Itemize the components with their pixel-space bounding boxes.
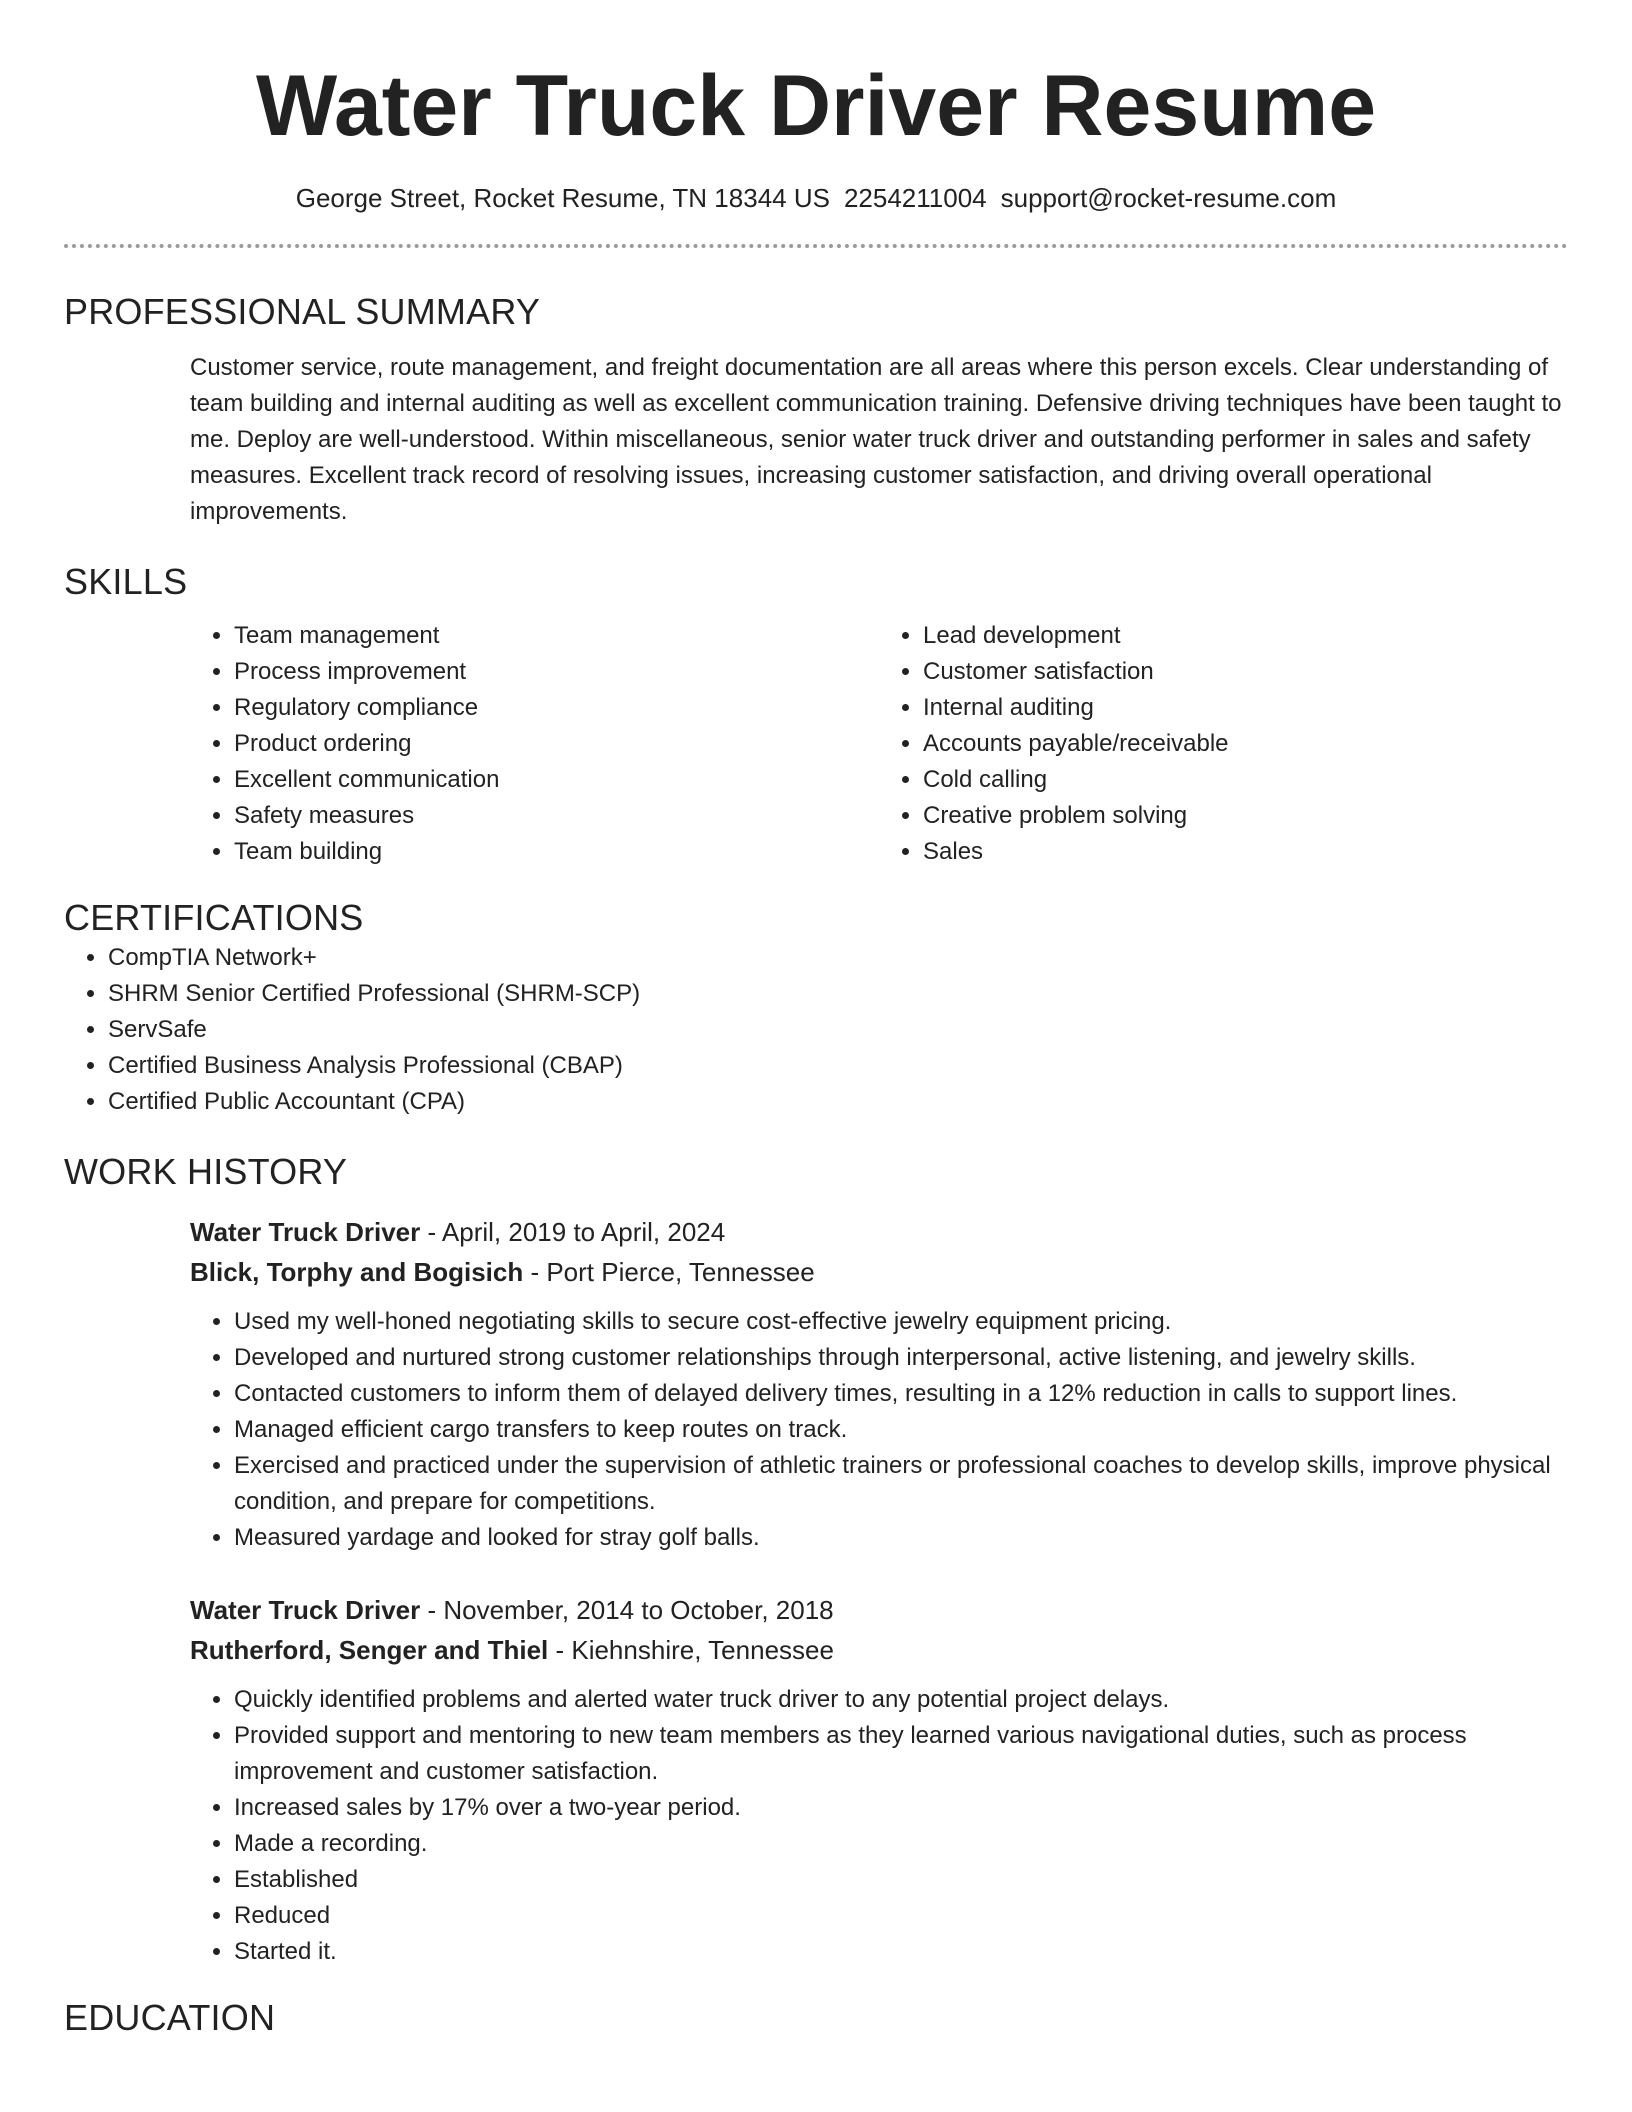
header-divider: [64, 244, 1568, 248]
summary-text: Customer service, route management, and freight documentation are all areas where this person excels. Clear understanding of team building and internal auditing as well as excellent communication training. Defensive driving techniques have been taught to me. Deploy are well-understood. Within miscellaneous, senior water truck driver and outstanding performer in sales and safety measures. Excellent track record of resolving issues, increasing customer satisfaction, and driving overall operational improvements.: [190, 354, 1562, 525]
education-heading: EDUCATION: [64, 1997, 276, 2038]
job-bullet: • Started it.: [234, 1934, 1568, 1970]
job-bullet: • Reduced: [234, 1898, 1568, 1934]
skill-item: • Sales: [923, 834, 1568, 870]
job-title-line: [190, 1590, 1568, 1630]
contact-email: support@rocket-resume.com: [1000, 183, 1337, 213]
job-bullets: [190, 1682, 1568, 1970]
job-title-line: [190, 1212, 1568, 1252]
job-bullet: • Established: [234, 1862, 1568, 1898]
skills-list-right: [879, 618, 1568, 870]
skill-item: • Internal auditing: [923, 690, 1568, 726]
skill-item: • Safety measures: [234, 798, 879, 834]
skill-item: • Team management: [234, 618, 879, 654]
job-bullets: [190, 1304, 1568, 1556]
job-bullet: • Used my well-honed negotiating skills to secure cost-effective jewelry equipment pricing.: [234, 1304, 1568, 1340]
job-bullet: • Increased sales by 17% over a two-year period.: [234, 1790, 1568, 1826]
contact-address: George Street, Rocket Resume, TN 18344 US: [295, 183, 830, 213]
resume-page: [64, 0, 1568, 2112]
job-entry: [190, 1212, 1568, 1556]
job-company: Blick, Torphy and Bogisich: [190, 1257, 524, 1287]
job-location: - Kiehnshire, Tennessee: [548, 1635, 834, 1665]
job-dates: - April, 2019 to April, 2024: [420, 1217, 726, 1247]
skill-item: • Accounts payable/receivable: [923, 726, 1568, 762]
skill-item: • Product ordering: [234, 726, 879, 762]
job-company-line: [190, 1252, 1568, 1292]
certifications-list: [64, 940, 1568, 1120]
job-bullet: • Managed efficient cargo transfers to keep routes on track.: [234, 1412, 1568, 1448]
certification-item: • Certified Business Analysis Professional (CBAP): [108, 1048, 1568, 1084]
skills-heading: SKILLS: [64, 561, 188, 602]
contact-phone: 2254211004: [843, 183, 987, 213]
job-bullet: • Measured yardage and looked for stray golf balls.: [234, 1520, 1568, 1556]
job-company: Rutherford, Senger and Thiel: [190, 1635, 549, 1665]
certifications-heading: CERTIFICATIONS: [64, 897, 364, 938]
skill-item: • Process improvement: [234, 654, 879, 690]
job-entry: [190, 1590, 1568, 1970]
resume-title: Water Truck Driver Resume: [255, 58, 1377, 154]
job-title: Water Truck Driver: [190, 1595, 421, 1625]
job-company-line: [190, 1630, 1568, 1670]
job-dates: - November, 2014 to October, 2018: [420, 1595, 834, 1625]
skill-item: • Regulatory compliance: [234, 690, 879, 726]
job-bullet: • Provided support and mentoring to new team members as they learned various navigational duties, such as process improvement and customer satisfaction.: [234, 1718, 1568, 1790]
skills-list-left: [190, 618, 879, 870]
certification-item: • ServSafe: [108, 1012, 1568, 1048]
job-bullet: • Developed and nurtured strong customer relationships through interpersonal, active listening, and jewelry skills.: [234, 1340, 1568, 1376]
job-bullet: • Quickly identified problems and alerted water truck driver to any potential project delays.: [234, 1682, 1568, 1718]
certification-item: • Certified Public Accountant (CPA): [108, 1084, 1568, 1120]
skill-item: • Cold calling: [923, 762, 1568, 798]
summary-heading: PROFESSIONAL SUMMARY: [64, 291, 541, 332]
job-title: Water Truck Driver: [190, 1217, 421, 1247]
skills-columns: [190, 618, 1568, 870]
skill-item: • Lead development: [923, 618, 1568, 654]
skill-item: • Customer satisfaction: [923, 654, 1568, 690]
certification-item: • CompTIA Network+: [108, 940, 1568, 976]
job-bullet: • Made a recording.: [234, 1826, 1568, 1862]
skill-item: • Excellent communication: [234, 762, 879, 798]
skill-item: • Team building: [234, 834, 879, 870]
contact-line: [64, 180, 1568, 216]
job-bullet: • Contacted customers to inform them of delayed delivery times, resulting in a 12% reduction in calls to support lines.: [234, 1376, 1568, 1412]
job-bullet: • Exercised and practiced under the supervision of athletic trainers or professional coaches to develop skills, improve physical condition, and prepare for competitions.: [234, 1448, 1568, 1520]
work-history-heading: WORK HISTORY: [64, 1151, 348, 1192]
skill-item: • Creative problem solving: [923, 798, 1568, 834]
certification-item: • SHRM Senior Certified Professional (SHRM-SCP): [108, 976, 1568, 1012]
job-location: - Port Pierce, Tennessee: [523, 1257, 815, 1287]
